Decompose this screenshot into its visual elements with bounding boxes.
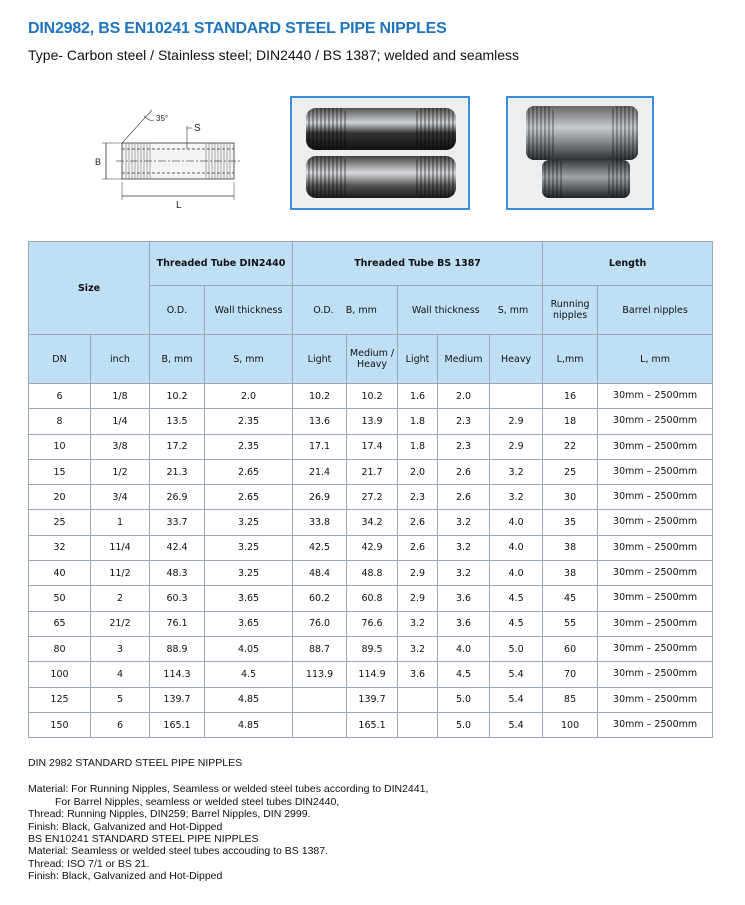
header-bs1387: Threaded Tube BS 1387 xyxy=(293,242,543,286)
cell-running: 45 xyxy=(543,586,598,611)
cell-w-heavy: 3.2 xyxy=(490,485,543,510)
cell-barrel: 30mm – 2500mm xyxy=(598,459,713,484)
notes xyxy=(28,757,728,883)
s-label: S xyxy=(194,123,201,134)
cell-barrel: 30mm – 2500mm xyxy=(598,434,713,459)
cell-barrel: 30mm – 2500mm xyxy=(598,384,713,409)
cell-w-medium: 2.0 xyxy=(438,384,490,409)
cell-running: 35 xyxy=(543,510,598,535)
cell-running: 38 xyxy=(543,535,598,560)
cell-dn: 20 xyxy=(29,485,91,510)
cell-din-wall: 2.65 xyxy=(205,485,293,510)
cell-w-heavy: 4.0 xyxy=(490,561,543,586)
cell-barrel: 30mm – 2500mm xyxy=(598,662,713,687)
cell-w-medium: 3.2 xyxy=(438,535,490,560)
header-s-mm: S, mm xyxy=(205,335,293,384)
cell-bs-mh: 13.9 xyxy=(347,409,398,434)
cell-bs-mh: 60.8 xyxy=(347,586,398,611)
cell-barrel: 30mm – 2500mm xyxy=(598,510,713,535)
cell-w-heavy: 5.4 xyxy=(490,662,543,687)
table-row xyxy=(29,510,713,535)
cell-w-heavy: 2.9 xyxy=(490,434,543,459)
cell-dn: 8 xyxy=(29,409,91,434)
cell-bs-mh: 165.1 xyxy=(347,712,398,737)
cell-w-heavy: 2.9 xyxy=(490,409,543,434)
cell-barrel: 30mm – 2500mm xyxy=(598,485,713,510)
cell-w-medium: 3.2 xyxy=(438,510,490,535)
cell-bs-light: 76.0 xyxy=(293,611,347,636)
cell-dn: 65 xyxy=(29,611,91,636)
cell-inch: 1 xyxy=(91,510,150,535)
cell-inch: 4 xyxy=(91,662,150,687)
cell-running: 18 xyxy=(543,409,598,434)
notes-line: Material: Seamless or welded steel tubes accouding to BS 1387. xyxy=(28,845,329,858)
b-label: B xyxy=(95,157,102,167)
cell-bs-mh: 42.9 xyxy=(347,535,398,560)
cell-inch: 5 xyxy=(91,687,150,712)
cell-w-light: 2.9 xyxy=(398,561,438,586)
cell-bs-light: 60.2 xyxy=(293,586,347,611)
cell-w-light xyxy=(398,687,438,712)
cell-din-od: 42.4 xyxy=(150,535,205,560)
cell-w-medium: 2.3 xyxy=(438,409,490,434)
cell-bs-mh: 17.4 xyxy=(347,434,398,459)
cell-din-od: 76.1 xyxy=(150,611,205,636)
cell-w-light: 3.2 xyxy=(398,611,438,636)
nipples-photo-black xyxy=(290,96,470,210)
cell-bs-mh: 114.9 xyxy=(347,662,398,687)
cell-w-light: 2.3 xyxy=(398,485,438,510)
header-wall-heavy: Heavy xyxy=(490,335,543,384)
cell-bs-light: 48.4 xyxy=(293,561,347,586)
cell-dn: 15 xyxy=(29,459,91,484)
cell-din-od: 21.3 xyxy=(150,459,205,484)
cell-w-medium: 3.6 xyxy=(438,586,490,611)
cell-din-od: 33.7 xyxy=(150,510,205,535)
header-wall-medium: Medium xyxy=(438,335,490,384)
cell-din-wall: 4.5 xyxy=(205,662,293,687)
cell-barrel: 30mm – 2500mm xyxy=(598,409,713,434)
cell-running: 100 xyxy=(543,712,598,737)
cell-w-light: 3.6 xyxy=(398,662,438,687)
table-row xyxy=(29,561,713,586)
cell-running: 30 xyxy=(543,485,598,510)
cell-inch: 3/8 xyxy=(91,434,150,459)
cell-w-heavy: 4.0 xyxy=(490,535,543,560)
table-row xyxy=(29,409,713,434)
header-l-mm: L,mm xyxy=(543,335,598,384)
header-size: Size xyxy=(29,242,150,335)
header-inch: inch xyxy=(91,335,150,384)
header-barrel-nipples: Barrel nipples xyxy=(598,286,713,335)
cell-bs-mh: 139.7 xyxy=(347,687,398,712)
cell-dn: 10 xyxy=(29,434,91,459)
cell-bs-mh: 48.8 xyxy=(347,561,398,586)
cell-w-light xyxy=(398,712,438,737)
cell-w-medium: 3.6 xyxy=(438,611,490,636)
cell-din-wall: 3.25 xyxy=(205,561,293,586)
cell-dn: 40 xyxy=(29,561,91,586)
cell-running: 60 xyxy=(543,636,598,661)
cell-din-od: 114.3 xyxy=(150,662,205,687)
cell-barrel: 30mm – 2500mm xyxy=(598,561,713,586)
cell-bs-light: 33.8 xyxy=(293,510,347,535)
header-dn: DN xyxy=(29,335,91,384)
cell-running: 70 xyxy=(543,662,598,687)
cell-dn: 6 xyxy=(29,384,91,409)
cell-w-light: 2.6 xyxy=(398,510,438,535)
cell-din-od: 17.2 xyxy=(150,434,205,459)
cell-w-medium: 2.6 xyxy=(438,485,490,510)
cell-w-light: 1.8 xyxy=(398,434,438,459)
cell-din-od: 88.9 xyxy=(150,636,205,661)
notes-line: Finish: Black, Galvanized and Hot-Dipped xyxy=(28,870,223,883)
cell-w-heavy xyxy=(490,384,543,409)
cell-barrel: 30mm – 2500mm xyxy=(598,687,713,712)
cell-din-wall: 3.65 xyxy=(205,611,293,636)
cell-barrel: 30mm – 2500mm xyxy=(598,586,713,611)
table-row xyxy=(29,636,713,661)
nipple-drawing xyxy=(92,108,252,213)
cell-w-heavy: 4.0 xyxy=(490,510,543,535)
header-bs-od: O.D. B, mm xyxy=(293,286,398,335)
cell-din-od: 10.2 xyxy=(150,384,205,409)
cell-w-heavy: 5.4 xyxy=(490,712,543,737)
cell-bs-mh: 89.5 xyxy=(347,636,398,661)
cell-dn: 25 xyxy=(29,510,91,535)
cell-bs-light: 113.9 xyxy=(293,662,347,687)
header-wall-light: Light xyxy=(398,335,438,384)
table-row xyxy=(29,586,713,611)
notes-line: BS EN10241 STANDARD STEEL PIPE NIPPLES xyxy=(28,833,259,846)
cell-inch: 21/2 xyxy=(91,611,150,636)
cell-w-heavy: 3.2 xyxy=(490,459,543,484)
cell-dn: 150 xyxy=(29,712,91,737)
cell-din-wall: 2.65 xyxy=(205,459,293,484)
table-row xyxy=(29,712,713,737)
cell-running: 25 xyxy=(543,459,598,484)
table-row xyxy=(29,485,713,510)
cell-bs-light: 88.7 xyxy=(293,636,347,661)
cell-bs-light: 42.5 xyxy=(293,535,347,560)
cell-w-light: 3.2 xyxy=(398,636,438,661)
cell-w-medium: 2.3 xyxy=(438,434,490,459)
cell-bs-mh: 27.2 xyxy=(347,485,398,510)
cell-bs-light: 26.9 xyxy=(293,485,347,510)
cell-barrel: 30mm – 2500mm xyxy=(598,712,713,737)
cell-running: 16 xyxy=(543,384,598,409)
cell-din-wall: 2.35 xyxy=(205,434,293,459)
cell-inch: 6 xyxy=(91,712,150,737)
header-length: Length xyxy=(543,242,713,286)
cell-inch: 1/4 xyxy=(91,409,150,434)
cell-running: 22 xyxy=(543,434,598,459)
cell-inch: 3/4 xyxy=(91,485,150,510)
l-label: L xyxy=(176,200,182,211)
cell-din-wall: 4.85 xyxy=(205,687,293,712)
cell-inch: 11/2 xyxy=(91,561,150,586)
cell-din-od: 26.9 xyxy=(150,485,205,510)
notes-line: Material: For Running Nipples, Seamless or welded steel tubes according to DIN2441, xyxy=(28,783,429,796)
spec-table xyxy=(28,241,713,738)
cell-w-medium: 5.0 xyxy=(438,712,490,737)
cell-din-od: 60.3 xyxy=(150,586,205,611)
page-title: DIN2982, BS EN10241 STANDARD STEEL PIPE NIPPLES xyxy=(28,20,447,37)
cell-bs-light xyxy=(293,712,347,737)
cell-bs-light: 13.6 xyxy=(293,409,347,434)
header-light: Light xyxy=(293,335,347,384)
table-row xyxy=(29,611,713,636)
cell-w-medium: 2.6 xyxy=(438,459,490,484)
cell-running: 38 xyxy=(543,561,598,586)
cell-running: 55 xyxy=(543,611,598,636)
cell-w-heavy: 4.5 xyxy=(490,611,543,636)
cell-din-wall: 2.35 xyxy=(205,409,293,434)
angle-label: 35° xyxy=(156,114,169,123)
cell-barrel: 30mm – 2500mm xyxy=(598,636,713,661)
header-wall-thickness: Wall thickness xyxy=(205,286,293,335)
cell-inch: 1/8 xyxy=(91,384,150,409)
table-row xyxy=(29,535,713,560)
cell-din-od: 139.7 xyxy=(150,687,205,712)
cell-din-wall: 2.0 xyxy=(205,384,293,409)
cell-bs-mh: 21.7 xyxy=(347,459,398,484)
table-row xyxy=(29,687,713,712)
cell-bs-mh: 76.6 xyxy=(347,611,398,636)
cell-w-medium: 5.0 xyxy=(438,687,490,712)
spec-table-body xyxy=(29,384,713,738)
notes-line: Thread: ISO 7/1 or BS 21. xyxy=(28,857,150,870)
cell-inch: 11/4 xyxy=(91,535,150,560)
table-row xyxy=(29,662,713,687)
cell-din-od: 13.5 xyxy=(150,409,205,434)
cell-dn: 100 xyxy=(29,662,91,687)
cell-barrel: 30mm – 2500mm xyxy=(598,611,713,636)
header-medium-heavy: Medium / Heavy xyxy=(347,335,398,384)
nipples-photo-galvanized xyxy=(506,96,654,210)
cell-bs-light: 17.1 xyxy=(293,434,347,459)
cell-w-heavy: 5.0 xyxy=(490,636,543,661)
header-bs-wall: Wall thickness S, mm xyxy=(398,286,543,335)
cell-w-light: 1.6 xyxy=(398,384,438,409)
cell-dn: 50 xyxy=(29,586,91,611)
table-row xyxy=(29,459,713,484)
notes-heading: DIN 2982 STANDARD STEEL PIPE NIPPLES xyxy=(28,757,243,769)
cell-w-heavy: 4.5 xyxy=(490,586,543,611)
cell-din-wall: 3.25 xyxy=(205,510,293,535)
cell-inch: 3 xyxy=(91,636,150,661)
cell-bs-light xyxy=(293,687,347,712)
cell-din-od: 48.3 xyxy=(150,561,205,586)
cell-w-light: 2.0 xyxy=(398,459,438,484)
table-row xyxy=(29,434,713,459)
table-row xyxy=(29,384,713,409)
header-l-mm-barrel: L, mm xyxy=(598,335,713,384)
header-din2440: Threaded Tube DIN2440 xyxy=(150,242,293,286)
cell-w-light: 1.8 xyxy=(398,409,438,434)
page-subtitle: Type- Carbon steel / Stainless steel; DIN2440 / BS 1387; welded and seamless xyxy=(28,47,520,63)
cell-din-wall: 3.25 xyxy=(205,535,293,560)
cell-din-wall: 4.05 xyxy=(205,636,293,661)
notes-line: For Barrel Nipples, seamless or welded steel tubes DIN2440, xyxy=(55,795,340,808)
cell-din-wall: 3.65 xyxy=(205,586,293,611)
cell-running: 85 xyxy=(543,687,598,712)
header-b-mm: B, mm xyxy=(150,335,205,384)
cell-w-light: 2.6 xyxy=(398,535,438,560)
cell-bs-light: 10.2 xyxy=(293,384,347,409)
cell-inch: 1/2 xyxy=(91,459,150,484)
cell-din-od: 165.1 xyxy=(150,712,205,737)
cell-w-medium: 4.0 xyxy=(438,636,490,661)
cell-bs-light: 21.4 xyxy=(293,459,347,484)
cell-barrel: 30mm – 2500mm xyxy=(598,535,713,560)
cell-din-wall: 4.85 xyxy=(205,712,293,737)
notes-line: Finish: Black, Galvanized and Hot-Dipped xyxy=(28,820,223,833)
header-running-nipples: Running nipples xyxy=(543,286,598,335)
cell-dn: 125 xyxy=(29,687,91,712)
cell-w-medium: 4.5 xyxy=(438,662,490,687)
header-od: O.D. xyxy=(150,286,205,335)
cell-w-heavy: 5.4 xyxy=(490,687,543,712)
cell-w-medium: 3.2 xyxy=(438,561,490,586)
cell-dn: 80 xyxy=(29,636,91,661)
cell-bs-mh: 34.2 xyxy=(347,510,398,535)
cell-w-light: 2.9 xyxy=(398,586,438,611)
cell-inch: 2 xyxy=(91,586,150,611)
cell-dn: 32 xyxy=(29,535,91,560)
cell-bs-mh: 10.2 xyxy=(347,384,398,409)
notes-line: Thread: Running Nipples, DIN259; Barrel Nipples, DIN 2999. xyxy=(28,808,311,821)
